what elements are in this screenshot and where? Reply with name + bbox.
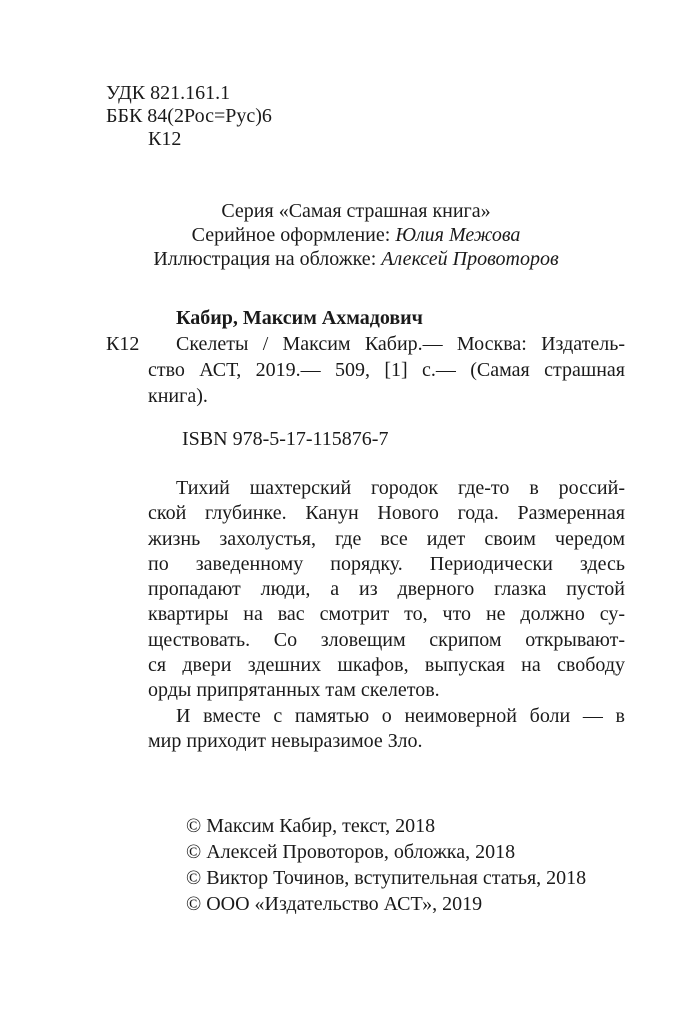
annotation-line: по заведенному порядку. Периодически здесь bbox=[148, 552, 625, 575]
copyright-line: © ООО «Издательство АСТ», 2019 bbox=[186, 893, 483, 915]
annotation-line: орды припрятанных там скелетов. bbox=[148, 679, 440, 702]
annotation-line: квартиры на вас смотрит то, что не должно су- bbox=[148, 603, 625, 626]
cover-illustration-label: Иллюстрация на обложке: bbox=[153, 248, 382, 270]
bbk-line: ББК 84(2Рос=Рус)6 bbox=[106, 105, 272, 127]
annotation-line: ся двери здешних шкафов, выпуская на свободу bbox=[148, 654, 625, 677]
annotation-line: ской глубинке. Канун Нового года. Размеренная bbox=[148, 502, 625, 525]
series-block bbox=[106, 199, 606, 271]
isbn-line: ISBN 978-5-17-115876-7 bbox=[182, 428, 389, 450]
bib-record-line: ство АСТ, 2019.— 509, [1] с.— (Самая страшная bbox=[148, 359, 625, 381]
copyright-block bbox=[186, 813, 586, 917]
bib-record-line: книга). bbox=[148, 385, 208, 407]
annotation-line: Тихий шахтерский городок где-то в россий- bbox=[176, 477, 625, 499]
copyright-line: © Алексей Провоторов, обложка, 2018 bbox=[186, 841, 516, 863]
cover-illustrator-name: Алексей Провоторов bbox=[381, 248, 559, 270]
author-heading: Кабир, Максим Ахмадович bbox=[176, 307, 423, 329]
bibliographic-record bbox=[106, 305, 625, 409]
series-title-line: Серия «Самая страшная книга» bbox=[221, 200, 491, 222]
series-design-label: Серийное оформление: bbox=[191, 224, 396, 246]
annotation-line: ществовать. Со зловещим скрипом открывают- bbox=[148, 628, 625, 651]
copyright-line: © Максим Кабир, текст, 2018 bbox=[186, 815, 436, 837]
bib-code-label: К12 bbox=[106, 333, 140, 355]
catalog-code-line: К12 bbox=[148, 128, 182, 150]
annotation-line: жизнь захолустья, где все идет своим чередом bbox=[148, 527, 625, 550]
cover-illustration-line bbox=[106, 247, 606, 271]
series-designer-name: Юлия Межова bbox=[395, 224, 521, 246]
udk-line: УДК 821.161.1 bbox=[106, 82, 231, 104]
catalog-block bbox=[106, 82, 272, 151]
annotation-line: И вместе с памятью о неимоверной боли — в bbox=[176, 704, 625, 727]
copyright-line: © Виктор Точинов, вступительная статья, 2018 bbox=[186, 867, 587, 889]
annotation-block bbox=[148, 476, 625, 754]
annotation-line: мир приходит невыразимое Зло. bbox=[148, 729, 423, 752]
series-design-line bbox=[106, 223, 606, 247]
bib-record-line: Скелеты / Максим Кабир.— Москва: Издатель- bbox=[176, 333, 625, 355]
annotation-line: пропадают люди, а из дверного глазка пустой bbox=[148, 578, 625, 601]
